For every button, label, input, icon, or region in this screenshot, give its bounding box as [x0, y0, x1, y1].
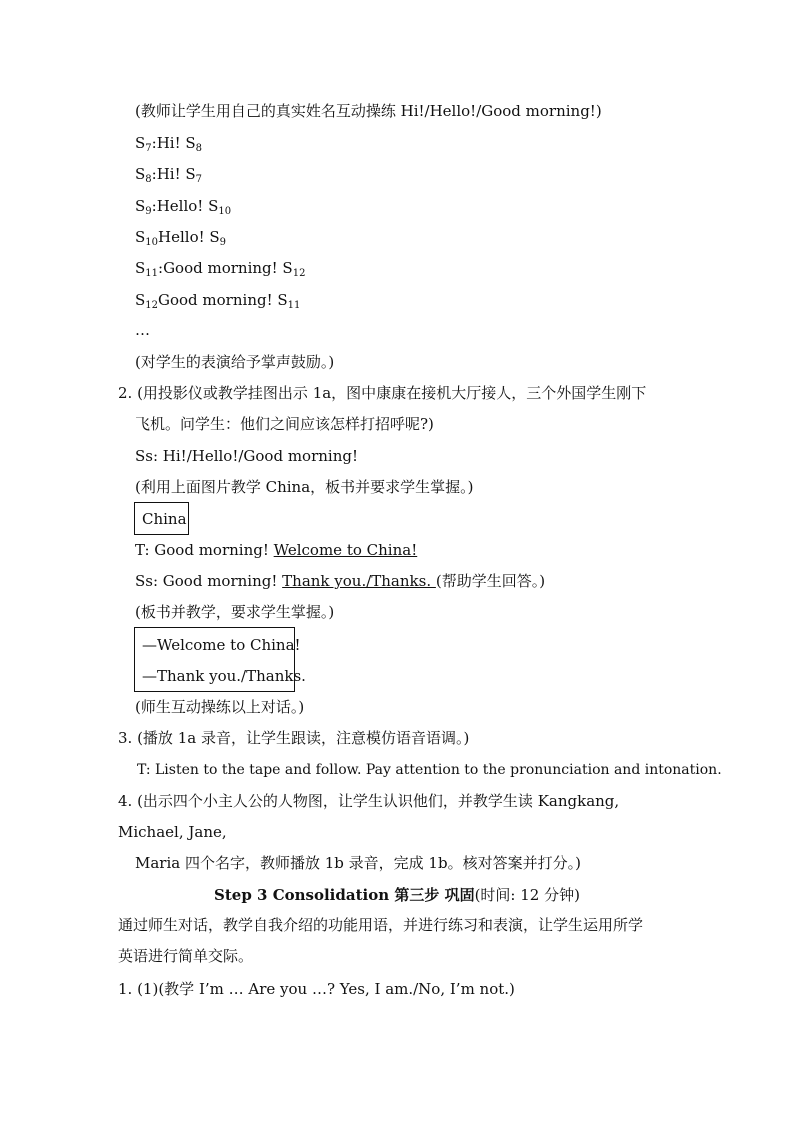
dialogue-line: $S_7:Hi$! $S_8$	[135, 134, 203, 154]
dialogue-line: T: Good morning! Welcome to China!	[135, 541, 418, 559]
instruction-line: (教师让学生用自己的真实姓名互动操练 Hi!/Hello!/Good morning!)	[135, 102, 602, 120]
board-box-dialogue	[134, 627, 306, 692]
board-box-china	[134, 502, 189, 535]
numbered-item: 1. (1)(教学 I’m … Are you …? Yes, I am./No, I’m not.)	[118, 980, 515, 998]
numbered-item-continuation: Maria 四个名字，教师播放 1b 录音，完成 1b。核对答案并打分。)	[135, 854, 581, 872]
numbered-item-continuation: 飞机。问学生：他们之间应该怎样打招呼呢?)	[135, 415, 434, 433]
instruction-line: (板书并教学，要求学生掌握。)	[135, 603, 335, 621]
numbered-item: 4. (出示四个小主人公的人物图，让学生认识他们，并教学生读 Kangkang,	[118, 792, 620, 810]
dialogue-line: T: Listen to the tape and follow. Pay attention to the pronunciation and intonation.	[137, 762, 722, 778]
underlined-phrase: Thank you./Thanks.	[282, 572, 436, 590]
instruction-line: (师生互动操练以上对话。)	[135, 698, 305, 716]
numbered-item: 2. (用投影仪或教学挂图出示 1a，图中康康在接机大厅接人，三个外国学生刚下	[118, 384, 647, 402]
dialogue-line: $S_{10}Hello$! $S_9$	[135, 228, 227, 248]
underlined-phrase: Welcome to China!	[273, 541, 418, 559]
dialogue-line: $S_{12}Good$ morning! $S_{11}$	[135, 291, 301, 311]
board-word: China	[142, 510, 187, 528]
dialogue-line: Ss: Hi!/Hello!/Good morning!	[135, 447, 359, 465]
dialogue-line: $S_9:Hello$! $S_{10}$	[135, 197, 232, 217]
dialogue-line: $S_{11}:Good$ morning! $S_{12}$	[135, 259, 306, 279]
numbered-item: 3. (播放 1a 录音，让学生跟读，注意模仿语音语调。)	[118, 729, 470, 747]
instruction-line: (对学生的表演给予掌声鼓励。)	[135, 353, 335, 371]
board-line: —Thank you./Thanks.	[142, 667, 306, 685]
dialogue-line: Ss: Good morning! Thank you./Thanks. (帮助学生回答。)	[135, 572, 546, 590]
paragraph-line: 英语进行简单交际。	[118, 947, 254, 965]
dialogue-line: $S_8:Hi$! $S_7$	[135, 165, 203, 185]
ellipsis-line: …	[135, 321, 150, 339]
step-heading: Step 3 Consolidation 第三步 巩固(时间: 12 分钟)	[214, 886, 580, 904]
numbered-item-continuation: Michael, Jane,	[118, 823, 227, 841]
paragraph-line: 通过师生对话，教学自我介绍的功能用语，并进行练习和表演，让学生运用所学	[118, 916, 644, 934]
instruction-line: (利用上面图片教学 China，板书并要求学生掌握。)	[135, 478, 474, 496]
board-line: —Welcome to China!	[142, 636, 301, 654]
